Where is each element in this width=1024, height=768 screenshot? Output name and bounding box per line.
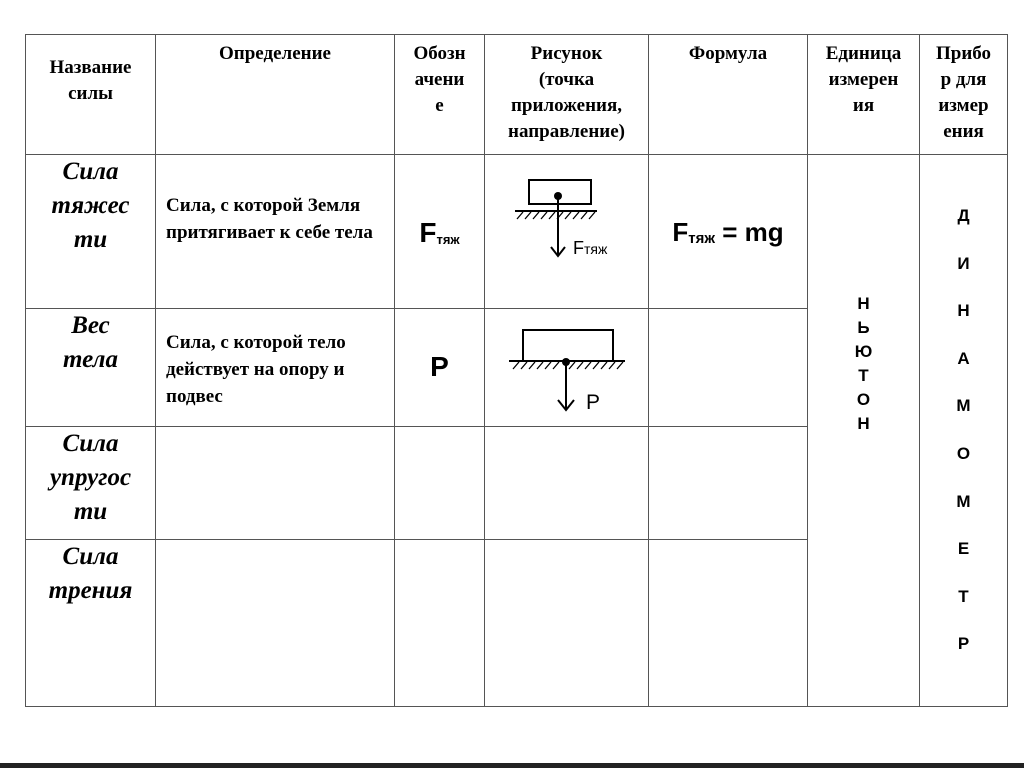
force-name-line: упругос (49, 464, 132, 491)
header-definition-text: Определение (219, 43, 331, 64)
header-name-line: Название (49, 57, 132, 78)
vertical-letter: Ь (857, 318, 870, 337)
definition-weight (156, 309, 395, 427)
force-name-line: Сила (62, 543, 119, 570)
force-name-line: трения (48, 577, 133, 604)
force-name-weight (26, 309, 156, 427)
definition-text: Сила, с которой тело действует на опору и подвес (166, 332, 346, 407)
symbol-main: F (419, 217, 437, 248)
header-picture-line: (точка (538, 69, 595, 90)
header-symbol-line: ачени (414, 69, 465, 90)
formula-rest: = mg (714, 217, 784, 247)
definition-friction (156, 540, 395, 707)
force-label: Fтяж (573, 238, 608, 258)
formula-elastic (649, 427, 808, 540)
vertical-letter: А (957, 348, 970, 368)
force-name-line: Вес (71, 312, 110, 339)
header-instrument (920, 35, 1008, 155)
vertical-letter: О (956, 443, 971, 463)
picture-friction (485, 540, 649, 707)
header-unit-line: ия (852, 95, 875, 116)
formula-gravity (649, 155, 808, 309)
header-instrument-line: ения (943, 121, 984, 142)
symbol-weight (395, 309, 485, 427)
force-name-elastic (26, 427, 156, 540)
picture-weight (485, 309, 649, 427)
header-name-line: силы (68, 83, 113, 104)
weight-diagram (485, 309, 649, 419)
vertical-letter: Н (857, 294, 870, 313)
vertical-letter: И (957, 253, 970, 273)
header-unit-line: Единица (825, 43, 902, 64)
formula-main: F (672, 217, 689, 247)
header-definition (156, 35, 395, 155)
header-unit-line: измерен (828, 69, 899, 90)
picture-gravity (485, 155, 649, 309)
header-instrument-line: измер (938, 95, 989, 116)
header-symbol-line: Обозн (413, 43, 466, 64)
header-symbol-line: е (435, 95, 444, 116)
vertical-letter: Д (957, 206, 970, 225)
symbol-elastic (395, 427, 485, 540)
gravity-diagram (485, 155, 649, 265)
header-formula (649, 35, 808, 155)
header-picture (485, 35, 649, 155)
header-formula-text: Формула (688, 43, 768, 64)
header-picture-line: приложения, (510, 95, 623, 116)
vertical-letter: Е (957, 539, 970, 559)
unit-cell (808, 155, 920, 707)
vertical-letter: Т (958, 586, 969, 606)
force-name-friction (26, 540, 156, 707)
header-symbol (395, 35, 485, 155)
definition-gravity (156, 155, 395, 309)
force-label: P (586, 391, 601, 414)
vertical-letter: Н (957, 301, 970, 321)
force-name-line: Сила (62, 158, 119, 185)
force-name-gravity (26, 155, 156, 309)
body-block (523, 330, 613, 361)
force-name-line: Сила (62, 430, 119, 457)
symbol-subscript: тяж (436, 232, 460, 247)
vertical-letter: Т (858, 366, 869, 385)
unit-letters (808, 155, 919, 436)
header-name (26, 35, 156, 155)
header-picture-line: Рисунок (530, 43, 603, 64)
vertical-letter: Р (957, 634, 970, 654)
vertical-letter: М (956, 396, 971, 416)
symbol-gravity (395, 155, 485, 309)
header-instrument-line: р для (940, 69, 987, 90)
instrument-cell (920, 155, 1008, 707)
formula-subscript: тяж (688, 230, 715, 247)
definition-text: Сила, с которой Земля притягивает к себе тела (166, 195, 373, 243)
vertical-letter: Н (857, 414, 870, 433)
formula-friction (649, 540, 808, 707)
symbol-main: P (430, 351, 449, 382)
force-name-line: тяжес (51, 192, 130, 219)
body-block (529, 180, 591, 204)
ground-hatching (517, 212, 595, 219)
instrument-letters (920, 155, 1007, 668)
formula-weight (649, 309, 808, 427)
bottom-border (0, 763, 1024, 768)
vertical-letter: М (956, 491, 971, 511)
header-instrument-line: Прибо (935, 43, 992, 64)
header-unit (808, 35, 920, 155)
vertical-letter: О (856, 390, 871, 409)
vertical-letter: Ю (854, 342, 873, 361)
header-picture-line: направление) (508, 121, 625, 142)
symbol-friction (395, 540, 485, 707)
force-name-line: ти (73, 226, 108, 253)
table-row (26, 155, 1008, 309)
force-name-line: ти (73, 498, 108, 525)
header-row (26, 35, 1008, 155)
picture-elastic (485, 427, 649, 540)
forces-table (25, 34, 1008, 707)
force-name-line: тела (63, 346, 118, 373)
definition-elastic (156, 427, 395, 540)
